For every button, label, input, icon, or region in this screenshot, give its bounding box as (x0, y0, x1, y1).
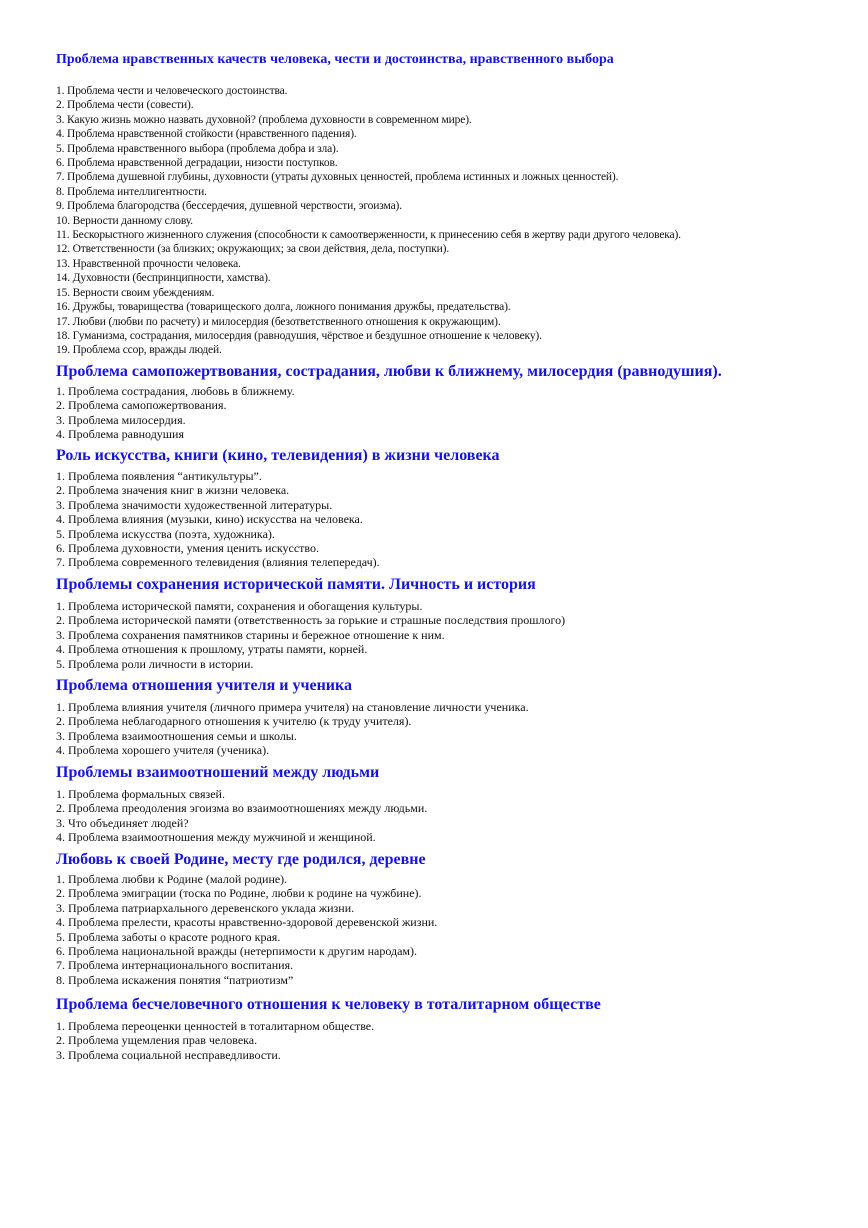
section-list (56, 787, 427, 845)
list-item: 7. Проблема душевной глубины, духовности (утраты духовных ценностей, проблема истинных и ложных ценностей). (56, 171, 619, 184)
section-title: Проблемы взаимоотношений между людьми (56, 764, 380, 781)
list-item: 3. Проблема социальной несправедливости. (56, 1047, 281, 1062)
section-title: Проблема бесчеловечного отношения к человеку в тоталитарном обществе (56, 996, 601, 1013)
list-item: 3. Проблема милосердия. (56, 412, 186, 427)
list-item: 3. Проблема сохранения памятников старины и бережное отношение к ним. (56, 627, 445, 642)
list-item: 3. Какую жизнь можно назвать духовной? (проблема духовности в современном мире). (56, 113, 472, 126)
list-item: 10. Верности данному слову. (56, 214, 193, 227)
list-item: 3. Проблема взаимоотношения семьи и школы. (56, 728, 297, 743)
list-item: 2. Проблема исторической памяти (ответственность за горькие и страшные последствия прошлого) (56, 613, 566, 628)
section-list (56, 700, 529, 758)
list-item: 18. Гуманизма, сострадания, милосердия (равнодушия, чёрствое и бездушное отношение к человеку). (56, 329, 542, 342)
list-item: 11. Бескорыстного жизненного служения (способности к самоотверженности, к принесению себя в жертву ради другого человека). (56, 229, 681, 242)
list-item: 4. Проблема отношения к прошлому, утраты памяти, корней. (56, 642, 368, 657)
section-title: Любовь к своей Родине, месту где родился, деревне (56, 851, 426, 868)
list-item: 19. Проблема ссор, вражды людей. (56, 344, 222, 357)
list-item: 12. Ответственности (за близких; окружающих; за свои действия, дела, поступки). (56, 243, 450, 256)
list-item: 4. Проблема хорошего учителя (ученика). (56, 743, 270, 758)
list-item: 6. Проблема нравственной деградации, низости поступков. (56, 157, 338, 170)
list-item: 13. Нравственной прочности человека. (56, 257, 241, 270)
list-item: 5. Проблема заботы о красоте родного края. (56, 929, 281, 944)
section-title: Роль искусства, книги (кино, телевидения) в жизни человека (56, 447, 500, 464)
list-item: 1. Проблема чести и человеческого достоинства. (56, 85, 288, 97)
list-item: 15. Верности своим убеждениям. (56, 286, 215, 299)
list-item: 1. Проблема формальных связей. (56, 787, 225, 801)
list-item: 5. Проблема искусства (поэта, художника). (56, 526, 275, 541)
list-item: 6. Проблема национальной вражды (нетерпимости к другим народам). (56, 944, 418, 959)
list-item: 3. Проблема значимости художественной литературы. (56, 497, 333, 512)
list-item: 5. Проблема нравственного выбора (проблема добра и зла). (56, 142, 339, 155)
list-item: 9. Проблема благородства (бессердечия, душевной черствости, эгоизма). (56, 200, 402, 213)
list-item: 4. Проблема взаимоотношения между мужчиной и женщиной. (56, 830, 376, 845)
list-item: 7. Проблема современного телевидения (влияния телепередач). (56, 555, 380, 570)
list-item: 2. Проблема самопожертвования. (56, 398, 227, 413)
section-list (56, 84, 681, 358)
list-item: 2. Проблема преодоления эгоизма во взаимоотношениях между людьми. (56, 801, 428, 816)
section-list (56, 599, 565, 671)
list-item: 1. Проблема сострадания, любовь в ближнему. (56, 384, 295, 398)
list-item: 3. Проблема патриархального деревенского уклада жизни. (56, 900, 355, 915)
list-item: 2. Проблема ущемления прав человека. (56, 1033, 258, 1048)
list-item: 1. Проблема любви к Родине (малой родине). (56, 872, 288, 886)
list-item: 4. Проблема прелести, красоты нравственно-здоровой деревенской жизни. (56, 915, 438, 930)
list-item: 4. Проблема нравственной стойкости (нравственного падения). (56, 128, 357, 141)
list-item: 14. Духовности (беспринципности, хамства). (56, 272, 271, 285)
list-item: 6. Проблема духовности, умения ценить искусство. (56, 541, 319, 556)
list-item: 3. Что объединяет людей? (56, 815, 189, 830)
list-item: 8. Проблема искажения понятия “патриотизм” (56, 972, 294, 987)
section-list (56, 1019, 374, 1062)
list-item: 1. Проблема влияния учителя (личного примера учителя) на становление личности ученика. (56, 700, 529, 714)
list-item: 7. Проблема интернационального воспитания. (56, 958, 294, 973)
section-title: Проблема самопожертвования, сострадания, любви к ближнему, милосердия (равнодушия). (56, 363, 722, 380)
list-item: 17. Любви (любви по расчету) и милосердия (безответственного отношения к окружающим). (56, 315, 501, 328)
list-item: 1. Проблема исторической памяти, сохранения и обогащения культуры. (56, 599, 423, 613)
list-item: 4. Проблема влияния (музыки, кино) искусства на человека. (56, 512, 363, 527)
list-item: 2. Проблема значения книг в жизни человека. (56, 483, 290, 498)
list-item: 8. Проблема интеллигентности. (56, 185, 207, 198)
section-list (56, 469, 380, 570)
section-title: Проблема нравственных качеств человека, чести и достоинства, нравственного выбора (56, 52, 614, 67)
list-item: 2. Проблема чести (совести). (56, 99, 194, 112)
section-title: Проблема отношения учителя и ученика (56, 677, 352, 694)
list-item: 1. Проблема появления “антикультуры”. (56, 469, 262, 483)
list-item: 4. Проблема равнодушия (56, 427, 184, 442)
list-item: 1. Проблема переоценки ценностей в тоталитарном обществе. (56, 1019, 375, 1033)
list-item: 5. Проблема роли личности в истории. (56, 656, 254, 671)
list-item: 2. Проблема неблагодарного отношения к учителю (к труду учителя). (56, 714, 412, 729)
list-item: 16. Дружбы, товарищества (товарищеского долга, ложного понимания дружбы, предательства). (56, 301, 511, 314)
section-list (56, 384, 295, 442)
list-item: 2. Проблема эмиграции (тоска по Родине, любви к родине на чужбине). (56, 886, 422, 901)
section-title: Проблемы сохранения исторической памяти. Личность и история (56, 576, 536, 593)
section-list (56, 872, 437, 987)
